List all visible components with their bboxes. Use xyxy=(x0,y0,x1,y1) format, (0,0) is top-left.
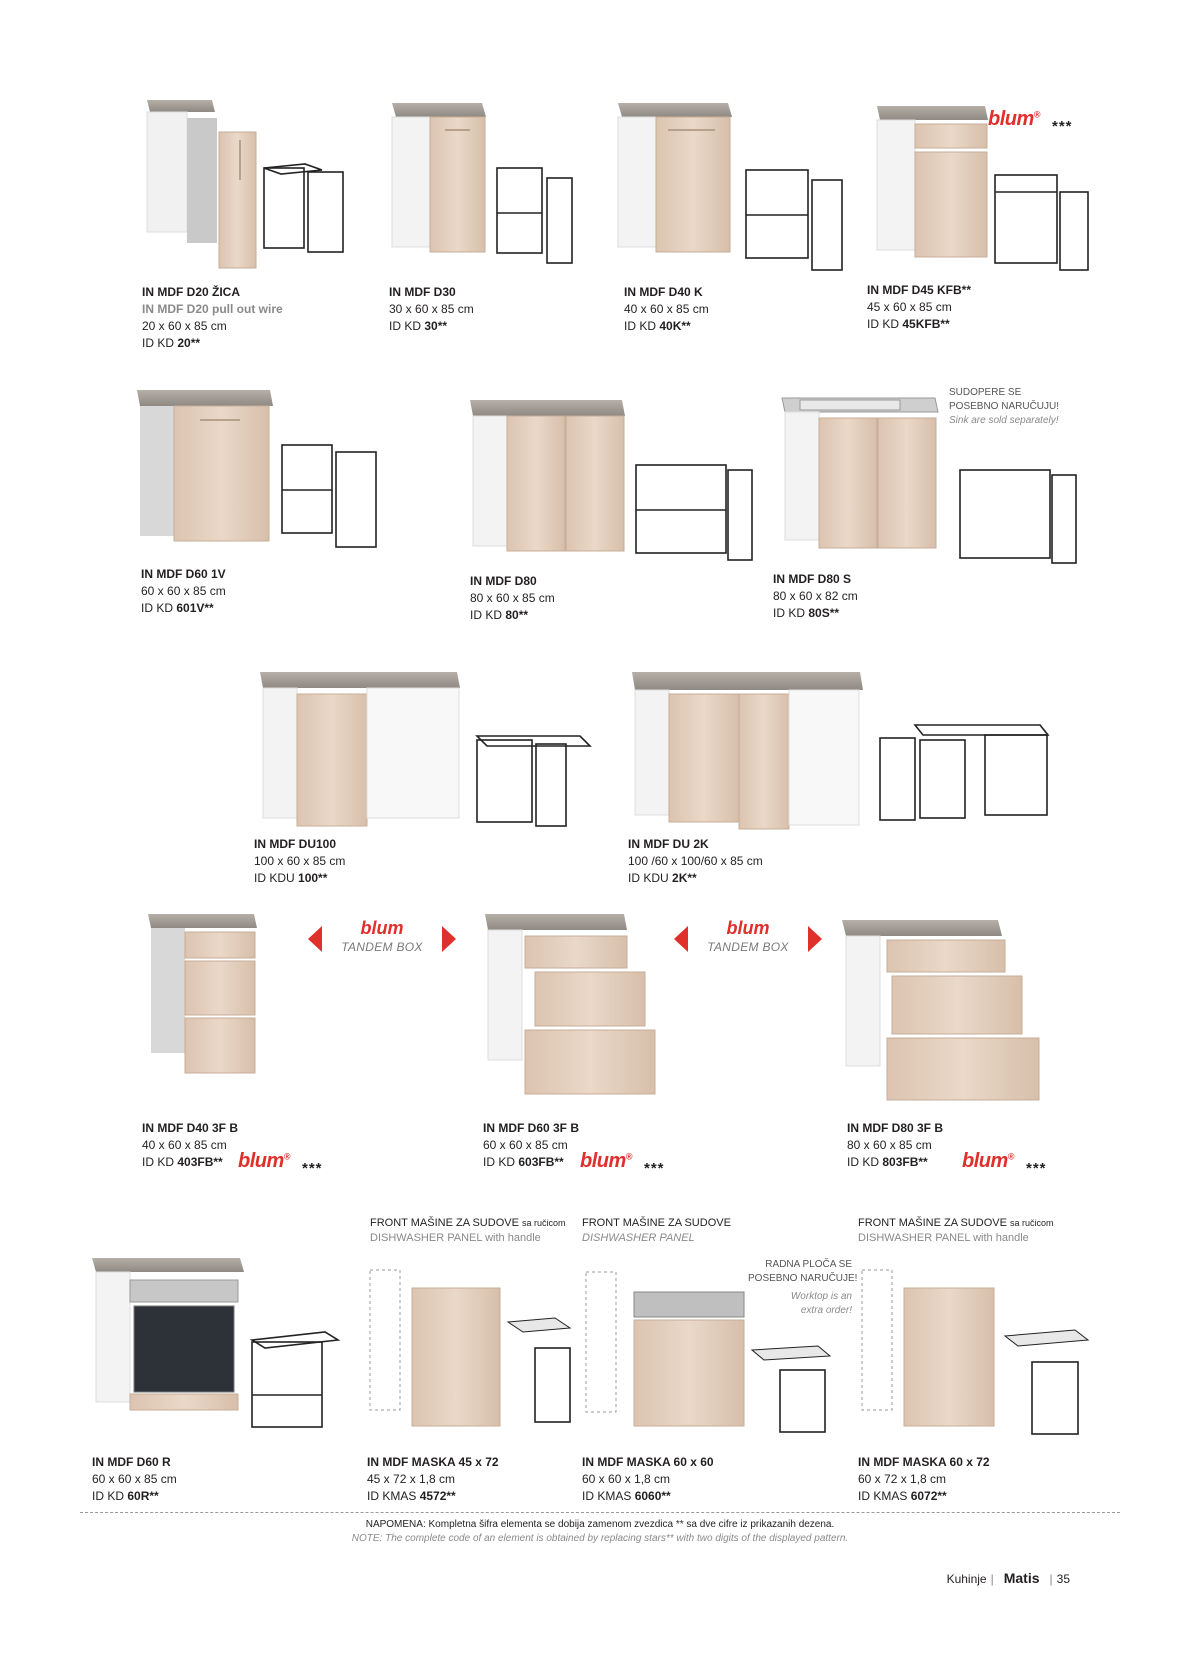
product-id: ID KD 601V** xyxy=(141,601,214,615)
product-id: ID KDU 100** xyxy=(254,871,328,885)
footnote-divider xyxy=(80,1512,1120,1513)
cabinet-d20-line-drawing xyxy=(264,164,343,252)
arrow-left-icon xyxy=(308,926,322,952)
product-d80 xyxy=(470,573,555,624)
product-id: ID KMAS 4572** xyxy=(367,1489,456,1503)
product-d403fb xyxy=(142,1120,238,1171)
product-subtitle: IN MDF D20 pull out wire xyxy=(142,302,283,316)
product-dimensions: 45 x 60 x 85 cm xyxy=(867,300,952,314)
cabinet-d40k-line-drawing xyxy=(746,170,842,270)
product-id: ID KD 30** xyxy=(389,319,448,333)
product-title: IN MDF D20 ŽICA xyxy=(142,285,241,299)
cabinet-d601v-image xyxy=(137,390,273,541)
product-dimensions: 40 x 60 x 85 cm xyxy=(142,1138,227,1152)
product-title: IN MDF DU100 xyxy=(254,837,337,851)
product-id: ID KD 60R** xyxy=(92,1489,159,1503)
product-dimensions: 60 x 60 x 85 cm xyxy=(92,1472,177,1486)
product-dimensions: 80 x 60 x 82 cm xyxy=(773,589,858,603)
dishwasher-panel-6072-image xyxy=(862,1270,1088,1434)
product-d60r xyxy=(92,1454,177,1505)
product-title: IN MDF D60 1V xyxy=(141,567,226,581)
product-d601v xyxy=(141,566,226,617)
footnote: NAPOMENA: Kompletna šifra elementa se dobija zamenom zvezdica ** sa dve cifre iz prikazanih dezena. NOTE: The complete code of an element is obtained by replacing stars** with two digits of the displayed pattern. xyxy=(351,1519,849,1544)
panel-title-6060: FRONT MAŠINE ZA SUDOVE DISHWASHER PANEL xyxy=(582,1217,731,1244)
product-dimensions: 60 x 72 x 1,8 cm xyxy=(858,1472,947,1486)
cabinet-d80s-image xyxy=(782,398,938,548)
product-id: ID KD 603FB** xyxy=(483,1155,564,1169)
product-id: ID KD 20** xyxy=(142,336,201,350)
product-dimensions: 45 x 72 x 1,8 cm xyxy=(367,1472,456,1486)
blum-logo: blum® xyxy=(580,1150,632,1172)
product-du2k xyxy=(628,836,763,887)
cabinet-d60r-image xyxy=(92,1258,244,1410)
product-title: IN MDF D60 3F B xyxy=(483,1121,580,1135)
cabinet-d403fb-image xyxy=(148,914,257,1073)
cabinet-d80s-line-drawing xyxy=(960,470,1076,563)
product-id: ID KD 80** xyxy=(470,608,529,622)
product-title: IN MDF DU 2K xyxy=(628,837,709,851)
blum-logo: blum® xyxy=(238,1150,290,1172)
sink-note: SUDOPERE SE POSEBNO NARUČUJU! Sink are sold separately! xyxy=(949,387,1060,426)
product-du100 xyxy=(254,836,345,887)
product-title: IN MDF D80 S xyxy=(773,572,852,586)
product-d803fb xyxy=(847,1120,943,1171)
product-d603fb xyxy=(483,1120,579,1171)
dishwasher-panel-4572-image xyxy=(370,1270,570,1426)
folio-brand: Matis xyxy=(1003,1570,1040,1586)
product-title: IN MDF D30 xyxy=(389,285,456,299)
product-m4572 xyxy=(367,1454,499,1505)
product-dimensions: 80 x 60 x 85 cm xyxy=(847,1138,932,1152)
product-title: IN MDF MASKA 60 x 72 xyxy=(858,1455,990,1469)
product-id: ID KDU 2K** xyxy=(628,871,697,885)
product-dimensions: 20 x 60 x 85 cm xyxy=(142,319,227,333)
cabinet-d40k-image xyxy=(618,103,732,252)
product-id: ID KD 403FB** xyxy=(142,1155,223,1169)
product-title: IN MDF D40 3F B xyxy=(142,1121,239,1135)
cabinet-d603fb-image xyxy=(485,914,655,1094)
product-dimensions: 80 x 60 x 85 cm xyxy=(470,591,555,605)
folio-section: Kuhinje xyxy=(946,1572,987,1586)
panel-title-6072: FRONT MAŠINE ZA SUDOVE sa ručicom DISHWASHER PANEL with handle xyxy=(858,1217,1054,1244)
panel-title-4572: FRONT MAŠINE ZA SUDOVE sa ručicom DISHWASHER PANEL with handle xyxy=(370,1217,566,1244)
cabinet-d803fb-image xyxy=(842,920,1039,1100)
page-folio: Kuhinje | Matis | 35 xyxy=(946,1570,1070,1586)
product-d30 xyxy=(389,284,474,335)
cabinet-d60r-line-drawing xyxy=(252,1332,338,1427)
cabinet-d80-image xyxy=(470,400,625,551)
blum-logo: blum® xyxy=(962,1150,1014,1172)
product-title: IN MDF MASKA 45 x 72 xyxy=(367,1455,499,1469)
blum-tandem-box-badge: blum TANDEM BOX xyxy=(322,918,442,958)
blum-tandem-box-badge: blum TANDEM BOX xyxy=(688,918,808,958)
product-dimensions: 60 x 60 x 85 cm xyxy=(483,1138,568,1152)
arrow-right-icon xyxy=(808,926,822,952)
blum-stars: *** xyxy=(1026,1160,1047,1177)
arrow-left-icon xyxy=(674,926,688,952)
arrow-right-icon xyxy=(442,926,456,952)
product-d20 xyxy=(142,284,283,352)
product-title: IN MDF MASKA 60 x 60 xyxy=(582,1455,714,1469)
product-dimensions: 100 /60 x 100/60 x 85 cm xyxy=(628,854,763,868)
product-m6072 xyxy=(858,1454,990,1505)
cabinet-d45-line-drawing xyxy=(995,175,1088,270)
folio-page-number: 35 xyxy=(1056,1572,1070,1586)
cabinet-d30-image xyxy=(392,103,486,252)
product-d45 xyxy=(867,282,971,333)
product-id: ID KMAS 6072** xyxy=(858,1489,947,1503)
cabinet-d45-image xyxy=(877,106,988,257)
worktop-note: RADNA PLOČA SE POSEBNO NARUČUJE! Worktop is an extra order! xyxy=(748,1259,858,1316)
product-id: ID KMAS 6060** xyxy=(582,1489,671,1503)
cabinet-du2k-image xyxy=(632,672,863,829)
product-m6060 xyxy=(582,1454,714,1505)
blum-stars: *** xyxy=(302,1160,323,1177)
product-title: IN MDF D80 xyxy=(470,574,537,588)
product-title: IN MDF D40 K xyxy=(624,285,703,299)
product-d40k xyxy=(624,284,709,335)
product-id: ID KD 803FB** xyxy=(847,1155,928,1169)
product-title: IN MDF D45 KFB** xyxy=(867,283,972,297)
product-d80s xyxy=(773,571,858,622)
cabinet-d80-line-drawing xyxy=(636,465,752,560)
blum-stars: *** xyxy=(1052,118,1073,135)
product-dimensions: 30 x 60 x 85 cm xyxy=(389,302,474,316)
product-dimensions: 60 x 60 x 85 cm xyxy=(141,584,226,598)
blum-logo: blum® xyxy=(988,108,1040,130)
cabinet-du2k-line-drawing xyxy=(880,725,1048,820)
blum-stars: *** xyxy=(644,1160,665,1177)
cabinet-d601v-line-drawing xyxy=(282,445,376,547)
product-title: IN MDF D80 3F B xyxy=(847,1121,944,1135)
product-title: IN MDF D60 R xyxy=(92,1455,171,1469)
cabinet-d20-image xyxy=(147,100,256,268)
product-dimensions: 100 x 60 x 85 cm xyxy=(254,854,346,868)
cabinet-du100-line-drawing xyxy=(477,736,590,826)
cabinet-du100-image xyxy=(260,672,460,826)
product-dimensions: 60 x 60 x 1,8 cm xyxy=(582,1472,671,1486)
product-dimensions: 40 x 60 x 85 cm xyxy=(624,302,709,316)
product-id: ID KD 45KFB** xyxy=(867,317,950,331)
product-id: ID KD 80S** xyxy=(773,606,840,620)
product-id: ID KD 40K** xyxy=(624,319,691,333)
cabinet-d30-line-drawing xyxy=(497,168,572,263)
